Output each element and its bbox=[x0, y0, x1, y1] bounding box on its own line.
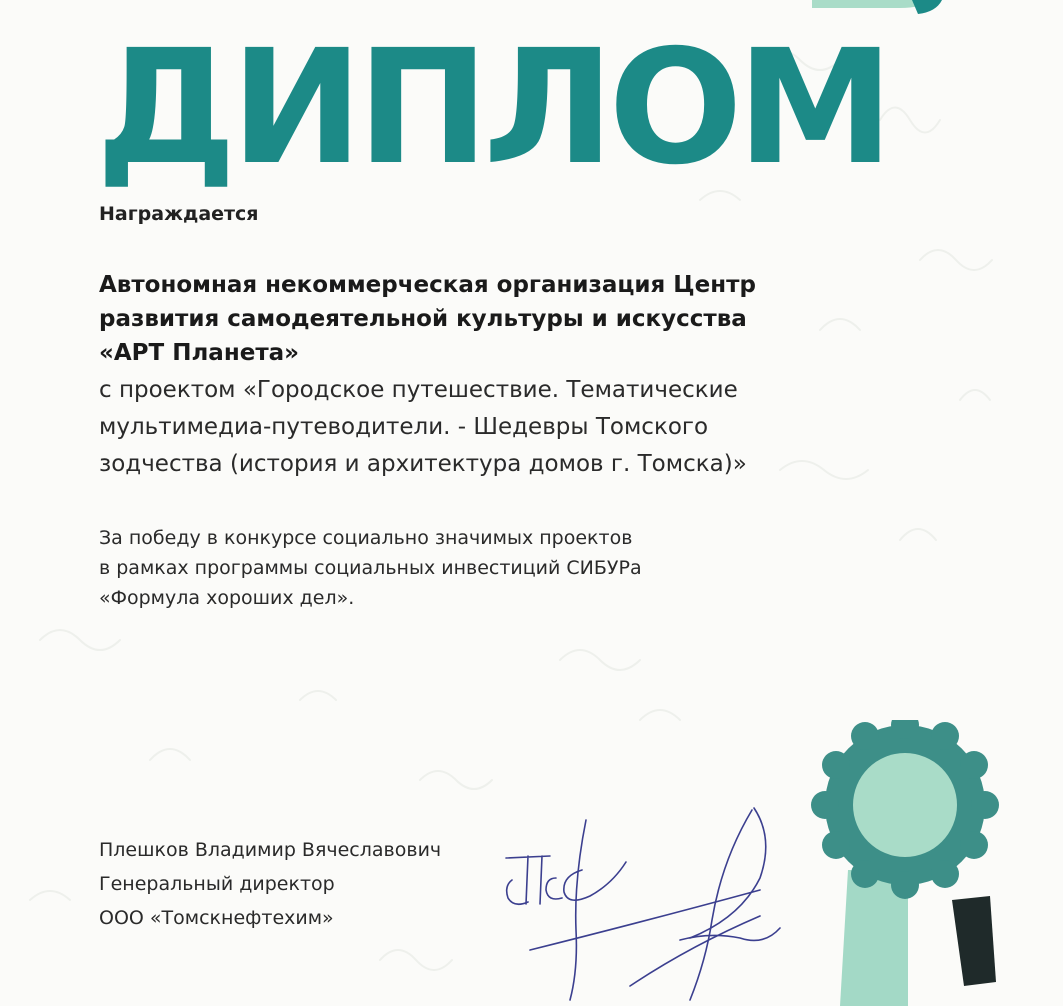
signer-position: Генеральный директор bbox=[99, 873, 335, 895]
organization-line: развития самодеятельной культуры и искусства bbox=[99, 306, 747, 332]
award-reason bbox=[99, 523, 739, 613]
organization-line: «АРТ Планета» bbox=[99, 340, 300, 366]
organization-name bbox=[99, 268, 819, 370]
project-line: с проектом «Городское путешествие. Тематические bbox=[99, 377, 738, 403]
signer-name: Плешков Владимир Вячеславович bbox=[99, 839, 442, 861]
signer-block bbox=[99, 833, 441, 935]
project-description bbox=[99, 372, 819, 483]
signer-company: ООО «Томскнефтехим» bbox=[99, 907, 334, 929]
rosette-medal-icon bbox=[800, 720, 1063, 1006]
organization-line: Автономная некоммерческая организация Центр bbox=[99, 272, 756, 298]
project-line: зодчества (история и архитектура домов г. Томска)» bbox=[99, 451, 747, 477]
awarded-label: Награждается bbox=[99, 203, 259, 225]
reason-line: «Формула хороших дел». bbox=[99, 587, 355, 609]
project-line: мультимедиа-путеводители. - Шедевры Томского bbox=[99, 414, 709, 440]
reason-line: За победу в конкурсе социально значимых проектов bbox=[99, 527, 633, 549]
handwritten-signature bbox=[490, 800, 830, 1006]
diploma-title: ДИПЛОМ bbox=[96, 16, 888, 200]
reason-line: в рамках программы социальных инвестиций СИБУРа bbox=[99, 557, 642, 579]
